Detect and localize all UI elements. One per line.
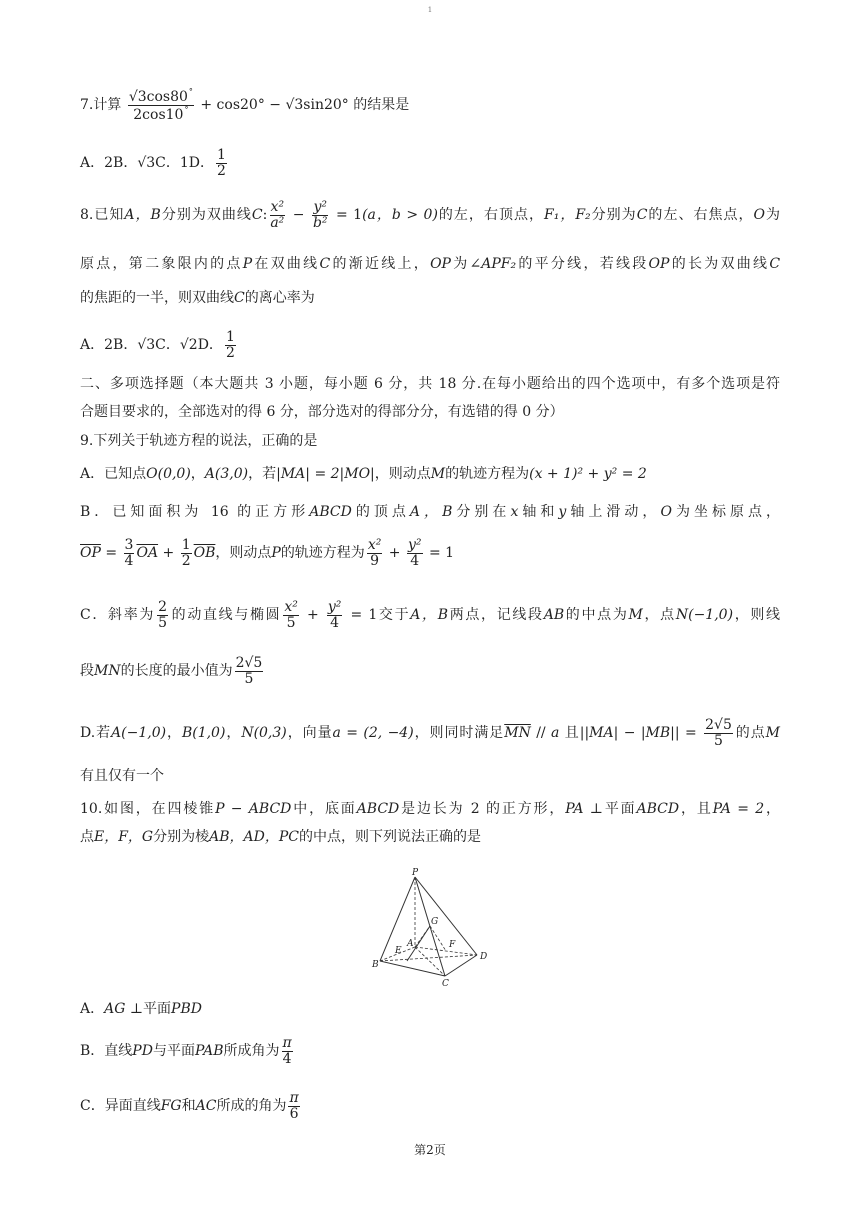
math: PA ⊥ <box>565 801 603 817</box>
math: MN <box>94 663 121 680</box>
frac-num: 3 <box>124 537 134 553</box>
q7-expr: + cos20° − √3sin20° <box>195 97 349 114</box>
math: ||MA| − |MB|| = <box>579 725 703 742</box>
text: 分别为棱 <box>153 829 210 845</box>
frac-num: y² <box>327 599 342 615</box>
text: ， <box>764 801 781 817</box>
text: ， <box>190 466 205 482</box>
text: ，则同时满足 <box>413 725 505 742</box>
q7-prefix: 计算 <box>93 97 122 114</box>
q8-option-a: A．2 <box>80 337 114 354</box>
text: 的中点为 <box>564 607 629 624</box>
frac-den: 2 <box>181 552 191 569</box>
text: ，则线 <box>733 607 781 624</box>
text: 在双曲线 <box>252 256 320 272</box>
text: C．异面直线 <box>80 1098 161 1115</box>
frac-den: 4 <box>330 614 340 631</box>
label-D: D <box>480 952 488 962</box>
text: 的顶点 <box>351 504 410 520</box>
text: ，向量 <box>286 725 333 742</box>
q8-frac-y <box>312 200 329 230</box>
frac <box>157 600 168 630</box>
frac <box>288 1091 299 1121</box>
q8-line-1 <box>80 200 780 230</box>
math: C <box>319 256 331 272</box>
math: AB，AD，PC <box>209 829 299 845</box>
vector: $\overline{OP}$ <box>80 545 101 562</box>
text: ， <box>166 725 182 742</box>
math: a = (2, −4) <box>332 725 414 742</box>
math: + <box>384 545 405 562</box>
frac <box>367 538 383 568</box>
math: A，B <box>409 504 453 520</box>
section-heading-line-1: 二、多项选择题（本大题共 3 小题，每小题 6 分，共 18 分.在每小题给出的四个选项中，有多个选项是符 <box>80 376 780 392</box>
frac <box>704 718 733 748</box>
q10-line-2 <box>80 829 780 846</box>
section-heading-line-2: 合题目要求的，全部选对的得 6 分，部分选对的得部分分，有选错的得 0 分） <box>80 404 564 420</box>
frac <box>235 656 264 686</box>
math: M <box>430 466 446 482</box>
math: E，F，G <box>94 829 154 845</box>
math: P <box>271 545 281 562</box>
text: 中，底面 <box>291 801 357 817</box>
text: ，点 <box>642 607 676 624</box>
text: 的轨迹方程为 <box>280 545 365 562</box>
frac <box>407 538 423 568</box>
math: y <box>558 504 567 520</box>
frac-num: 2√5 <box>235 655 263 671</box>
math: + <box>300 607 325 624</box>
math: A(−1,0) <box>111 725 167 742</box>
math: // <box>530 725 552 742</box>
vector: $\overline{OB}$ <box>193 545 216 562</box>
math: (a，b > 0) <box>362 207 438 224</box>
label-C: C <box>442 979 449 989</box>
q9-option-b-line-2 <box>80 538 780 568</box>
text: 的左、右焦点， <box>647 207 754 224</box>
frac-den: 5 <box>286 614 296 631</box>
text: 且 <box>559 725 580 742</box>
frac-num: π <box>289 1090 299 1106</box>
frac-den: 5 <box>244 670 254 687</box>
frac-den: 5 <box>158 614 167 631</box>
text: 的长为双曲线 <box>669 256 770 272</box>
math: ABCD <box>309 504 352 520</box>
q9-option-c-line-2 <box>80 656 780 686</box>
text: 的渐近线上， <box>330 256 431 272</box>
q9-option-d-line-1 <box>80 718 780 748</box>
segment-GF <box>430 926 446 951</box>
text: C．斜率为 <box>80 607 156 624</box>
text: ，若 <box>248 466 277 482</box>
math: AG ⊥ <box>104 1001 144 1017</box>
math: (x + 1)² + y² = 2 <box>529 466 647 482</box>
deg-mark: ° <box>188 87 193 96</box>
edge-BC <box>380 961 445 976</box>
text: 段 <box>80 663 94 680</box>
math: APF₂ <box>481 256 517 272</box>
math: + <box>158 545 179 562</box>
pyramid-figure <box>360 865 500 990</box>
text: 交于 <box>377 607 411 624</box>
text: B．直线 <box>80 1043 133 1060</box>
frac <box>124 538 135 568</box>
text: 的动直线与椭圆 <box>169 607 282 624</box>
text: 的离心率为 <box>244 290 315 306</box>
text: 分别为 <box>590 207 637 224</box>
math: PD <box>132 1043 153 1060</box>
text: 分别为双曲线 <box>160 207 252 224</box>
text: 分别在 <box>452 504 511 520</box>
text: 10.如图，在四棱锥 <box>80 801 216 817</box>
frac-den: 6 <box>289 1105 299 1122</box>
frac-den: 4 <box>410 552 420 569</box>
math: O <box>753 207 765 224</box>
frac-den: 4 <box>124 552 134 569</box>
frac-num: π <box>282 1035 292 1051</box>
math: N(−1,0) <box>675 607 734 624</box>
math: O <box>660 504 672 520</box>
text: 所成的角为 <box>216 1098 287 1115</box>
q9-option-c-line-1 <box>80 600 780 630</box>
frac-den: 4 <box>282 1050 292 1067</box>
label-G: G <box>431 917 439 927</box>
text: 平面 <box>143 1001 172 1017</box>
math: A，B <box>410 607 449 624</box>
edge-PD <box>415 877 477 955</box>
text: 为 <box>764 207 780 224</box>
q7-option-d: D． <box>188 155 215 172</box>
label-P: P <box>412 868 419 878</box>
text: 为坐标原点， <box>671 504 781 520</box>
math: OP <box>430 256 451 272</box>
frac-num: 1 <box>225 329 235 345</box>
label-B: B <box>372 960 379 970</box>
q7-frac-den: 2cos10 <box>133 106 184 123</box>
q7-option-c: C．1 <box>155 155 189 172</box>
page-top-mark: 1 <box>427 6 433 14</box>
frac-num: x² <box>284 599 298 615</box>
math: C <box>251 207 263 224</box>
text: 轴上滑动， <box>566 504 661 520</box>
math: C <box>636 207 648 224</box>
frac-den: 5 <box>714 732 723 749</box>
text: ，且 <box>679 801 713 817</box>
q7-suffix: 的结果是 <box>348 97 410 114</box>
math: FG <box>160 1098 182 1115</box>
q9-stem: 9.下列关于轨迹方程的说法，正确的是 <box>80 433 318 449</box>
math: a <box>551 725 560 742</box>
segment-AG <box>415 926 430 947</box>
text: 与平面 <box>152 1043 195 1060</box>
text: ，则动点 <box>215 545 272 562</box>
q7-frac-num: √3cos80 <box>128 89 188 105</box>
vector: $\overline{OA}$ <box>136 545 159 562</box>
math: |MA| = 2|MO| <box>276 466 375 482</box>
q7-option-d-frac <box>216 148 227 178</box>
q9-option-a <box>80 466 780 483</box>
text: 的点 <box>734 725 766 742</box>
q8-frac-x <box>269 200 285 230</box>
label-E: E <box>395 946 402 956</box>
frac-num: x² <box>270 199 285 215</box>
math: = 1 <box>330 207 363 224</box>
q8-option-c: C．√2 <box>155 337 198 354</box>
frac-num: 2√5 <box>705 717 732 733</box>
frac-den: 2 <box>217 162 226 179</box>
text: ， <box>225 725 242 742</box>
text: A．已知点 <box>80 466 147 482</box>
q7-option-b: B．√3 <box>113 155 156 172</box>
label-F: F <box>449 940 456 950</box>
q7-option-a: A．2 <box>80 155 114 172</box>
math: = 1 <box>344 607 378 624</box>
q7-options <box>80 148 780 178</box>
q9-option-b-line-1 <box>80 504 780 521</box>
q9-option-d-line-2: 有且仅有一个 <box>80 768 164 784</box>
text: 的中点，则下列说法正确的是 <box>299 829 481 845</box>
label-A: A <box>407 939 414 949</box>
math: O(0,0) <box>146 466 191 482</box>
text: 的平分线，若线段 <box>516 256 649 272</box>
q7-number: 7. <box>80 97 94 114</box>
q7-stem <box>80 88 780 122</box>
math: P <box>242 256 253 272</box>
vector: $\overline{MN}$ <box>504 725 531 742</box>
math: ABCD <box>356 801 400 817</box>
text: A． <box>80 1001 105 1017</box>
math: x <box>510 504 519 520</box>
text: 点 <box>80 829 94 845</box>
q10-option-c <box>80 1091 780 1121</box>
math: = <box>100 545 122 562</box>
math: − <box>287 207 310 224</box>
frac-den: b² <box>312 214 328 231</box>
text: 8.已知 <box>80 207 125 224</box>
math: A(3,0) <box>204 466 249 482</box>
math: = 1 <box>424 545 455 562</box>
math: M <box>765 725 781 742</box>
text: 是边长为 2 的正方形， <box>399 801 566 817</box>
frac-num: x² <box>367 537 382 553</box>
frac-num: 2 <box>158 599 167 615</box>
text: 的长度的最小值为 <box>120 663 233 680</box>
text: 为∠ <box>450 256 482 272</box>
q10-option-a <box>80 1001 780 1018</box>
deg-mark: ° <box>184 104 189 114</box>
frac-den: 9 <box>370 552 380 569</box>
q10-line-1 <box>80 801 780 818</box>
text: 的轨迹方程为 <box>445 466 530 482</box>
math: OP <box>648 256 670 272</box>
text: : <box>262 207 268 224</box>
math: B(1,0) <box>181 725 226 742</box>
text: 轴和 <box>518 504 559 520</box>
frac-den: a² <box>270 214 285 231</box>
text: 的焦距的一半，则双曲线 <box>80 290 234 306</box>
text: 原点，第二象限内的点 <box>80 256 243 272</box>
frac-den: 2 <box>225 344 235 361</box>
math: C <box>769 256 781 272</box>
math: C <box>234 290 245 306</box>
q8-option-b: B．√3 <box>113 337 156 354</box>
math: ABCD <box>636 801 680 817</box>
text: 的左，右顶点， <box>437 207 544 224</box>
frac-num: y² <box>407 537 422 553</box>
math: F₁，F₂ <box>543 207 591 224</box>
text: 平面 <box>602 801 637 817</box>
text: 所成角为 <box>223 1043 280 1060</box>
q7-fraction <box>128 88 194 122</box>
edge-CD <box>445 955 477 976</box>
math: P − ABCD <box>215 801 292 817</box>
page-footer: 第2页 <box>414 1143 446 1157</box>
math: AC <box>195 1098 217 1115</box>
math: PAB <box>194 1043 224 1060</box>
frac <box>181 538 192 568</box>
q8-option-d-frac <box>225 330 236 360</box>
q10-option-b <box>80 1036 780 1066</box>
math: N(0,3) <box>241 725 287 742</box>
frac-num: 1 <box>181 537 191 553</box>
frac <box>327 600 343 630</box>
edge-AD <box>415 947 477 955</box>
text: B．已知面积为 16 的正方形 <box>80 504 310 520</box>
math: PBD <box>171 1001 202 1017</box>
q8-line-3 <box>80 290 780 307</box>
frac-num: 1 <box>217 147 226 163</box>
text: 两点，记线段 <box>448 607 544 624</box>
math: M <box>628 607 643 624</box>
q8-line-2 <box>80 256 780 273</box>
frac <box>283 600 299 630</box>
text: ，则动点 <box>374 466 431 482</box>
q8-options <box>80 330 780 360</box>
frac-num: y² <box>313 199 327 215</box>
frac <box>282 1036 293 1066</box>
math: AB <box>543 607 565 624</box>
text: 和 <box>181 1098 196 1115</box>
q8-option-d: D． <box>197 337 223 354</box>
math: A，B <box>124 207 161 224</box>
text: D.若 <box>80 725 112 742</box>
math: PA = 2 <box>712 801 765 817</box>
